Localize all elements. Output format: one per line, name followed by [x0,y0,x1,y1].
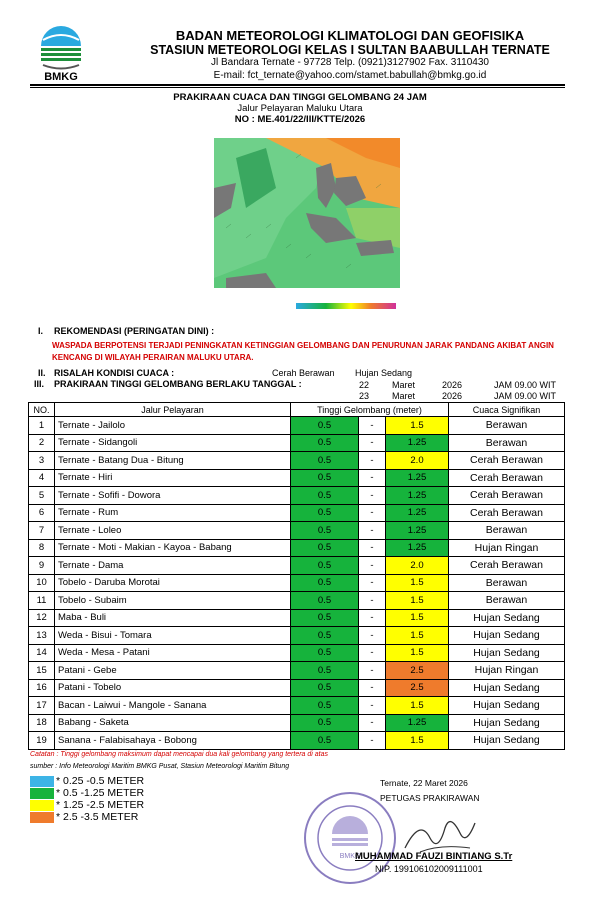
header-route: Jalur Pelayaran [55,403,291,417]
row-number: 18 [29,714,55,732]
wave-separator: - [359,574,386,592]
route-name: Ternate - Batang Dua - Bitung [55,452,291,470]
wave-min: 0.5 [291,417,359,435]
wave-max: 1.5 [386,732,449,750]
row-number: 17 [29,697,55,715]
date1-month: Maret [392,380,416,390]
bmkg-logo [33,22,89,82]
station-name: STASIUN METEOROLOGI KELAS I SULTAN BAABULLAH TERNATE [150,43,550,57]
source-note: sumber : Info Meteorologi Maritim BMKG Pusat, Stasiun Meteorologi Maritim Bitung [30,763,290,770]
weather-condition: Hujan Ringan [449,539,565,557]
row-number: 19 [29,732,55,750]
row-number: 1 [29,417,55,435]
address-line: Jl Bandara Ternate - 97728 Telp. (0921)3127902 Fax. 3110430 [211,57,489,68]
header-weather: Cuaca Signifikan [449,403,565,417]
wave-min: 0.5 [291,714,359,732]
wave-min: 0.5 [291,522,359,540]
row-number: 12 [29,609,55,627]
row-number: 6 [29,504,55,522]
row-number: 8 [29,539,55,557]
wave-max: 1.5 [386,417,449,435]
wave-min: 0.5 [291,679,359,697]
table-row [29,732,565,750]
wave-max: 2.0 [386,452,449,470]
route-name: Patani - Tobelo [55,679,291,697]
wave-separator: - [359,487,386,505]
wave-min: 0.5 [291,697,359,715]
table-row [29,627,565,645]
route-name: Ternate - Moti - Makian - Kayoa - Babang [55,539,291,557]
row-number: 9 [29,557,55,575]
weather-summary-1: Cerah Berawan [272,368,335,378]
wave-separator: - [359,417,386,435]
weather-condition: Hujan Sedang [449,627,565,645]
weather-condition: Hujan Sedang [449,644,565,662]
wave-min: 0.5 [291,662,359,680]
wave-max: 2.5 [386,679,449,697]
weather-condition: Hujan Ringan [449,662,565,680]
wave-max: 1.25 [386,522,449,540]
svg-text:BMKG: BMKG [339,853,361,860]
weather-condition: Cerah Berawan [449,469,565,487]
wave-separator: - [359,627,386,645]
header-divider-thin [30,87,565,88]
row-number: 3 [29,452,55,470]
table-row [29,609,565,627]
weather-summary-2: Hujan Sedang [355,368,413,378]
wave-separator: - [359,557,386,575]
table-row [29,644,565,662]
signer-name: MUHAMMAD FAUZI BINTIANG S.Tr [355,851,513,862]
table-row [29,434,565,452]
route-name: Ternate - Dama [55,557,291,575]
legend-item [30,775,144,787]
route-name: Bacan - Laiwui - Mangole - Sanana [55,697,291,715]
wave-max: 1.5 [386,609,449,627]
weather-condition: Berawan [449,592,565,610]
weather-condition: Berawan [449,574,565,592]
wave-max: 1.25 [386,504,449,522]
route-name: Ternate - Jailolo [55,417,291,435]
wave-separator: - [359,592,386,610]
wave-max: 1.25 [386,469,449,487]
date2-year: 2026 [442,391,463,401]
document-subtitle: Jalur Pelayaran Maluku Utara [237,103,363,114]
wave-separator: - [359,539,386,557]
note-text: Tinggi gelombang maksimum dapat mencapai dua kali gelombang yang tertera di atas [60,751,329,758]
wave-min: 0.5 [291,557,359,575]
legend-label: * 1.25 -2.5 METER [56,799,145,811]
wave-min: 0.5 [291,469,359,487]
legend-label: * 0.25 -0.5 METER [56,775,145,787]
weather-condition: Hujan Sedang [449,697,565,715]
forecast-validity-heading: PRAKIRAAN TINGGI GELOMBANG BERLAKU TANGGAL : [54,379,302,389]
wave-separator: - [359,452,386,470]
wave-separator: - [359,697,386,715]
wave-max: 2.0 [386,557,449,575]
table-row [29,714,565,732]
table-row [29,522,565,540]
section-number: III. [34,379,45,389]
wave-separator: - [359,522,386,540]
wave-max: 1.25 [386,434,449,452]
route-name: Sanana - Falabisahaya - Bobong [55,732,291,750]
wave-max: 1.25 [386,714,449,732]
row-number: 13 [29,627,55,645]
table-header-row [29,403,565,417]
row-number: 2 [29,434,55,452]
section-number: II. [38,368,46,378]
wave-min: 0.5 [291,609,359,627]
document-number: NO : ME.401/22/III/KTTE/2026 [234,114,366,125]
recommendation-heading: REKOMENDASI (PERINGATAN DINI) : [54,326,215,336]
wave-separator: - [359,609,386,627]
wave-height-map [206,128,406,318]
email-line: E-mail: fct_ternate@yahoo.com/stamet.babullah@bmkg.go.id [213,70,487,81]
route-name: Ternate - Loleo [55,522,291,540]
route-name: Tobelo - Subaim [55,592,291,610]
wave-min: 0.5 [291,487,359,505]
header-divider [30,84,565,86]
weather-condition: Berawan [449,417,565,435]
wave-min: 0.5 [291,732,359,750]
place-date: Ternate, 22 Maret 2026 [380,778,468,788]
wave-forecast-table [28,402,565,750]
route-name: Tobelo - Daruba Morotai [55,574,291,592]
wave-max: 1.5 [386,574,449,592]
date2-day: 23 [359,391,370,401]
legend-item [30,799,144,811]
org-name: BADAN METEOROLOGI KLIMATOLOGI DAN GEOFISIKA [175,28,525,43]
table-row [29,469,565,487]
wave-separator: - [359,469,386,487]
weather-condition: Berawan [449,522,565,540]
wave-max: 1.5 [386,697,449,715]
wave-separator: - [359,504,386,522]
wave-separator: - [359,644,386,662]
legend-swatch [30,788,54,799]
note [30,751,328,758]
warning-text: WASPADA BERPOTENSI TERJADI PENINGKATAN KETINGGIAN GELOMBANG DAN PENURUNAN JARAK PANDANG AKIBAT ANGIN KENCANG DI WILAYAH PERAIRAN MALUKU UTARA. [52,341,554,362]
table-row [29,679,565,697]
legend-swatch [30,776,54,787]
logo-text: BMKG [44,71,78,82]
weather-condition: Hujan Sedang [449,732,565,750]
table-row [29,504,565,522]
row-number: 4 [29,469,55,487]
route-name: Ternate - Sofifi - Dowora [55,487,291,505]
legend-label: * 2.5 -3.5 METER [56,811,139,823]
row-number: 5 [29,487,55,505]
row-number: 14 [29,644,55,662]
table-row [29,574,565,592]
wave-min: 0.5 [291,592,359,610]
wave-min: 0.5 [291,434,359,452]
document-title: PRAKIRAAN CUACA DAN TINGGI GELOMBANG 24 JAM [173,92,427,103]
wave-max: 2.5 [386,662,449,680]
legend-swatch [30,812,54,823]
route-name: Maba - Buli [55,609,291,627]
weather-condition: Hujan Sedang [449,679,565,697]
date1-year: 2026 [442,380,463,390]
legend-label: * 0.5 -1.25 METER [56,787,145,799]
signer-role: PETUGAS PRAKIRAWAN [380,793,480,803]
table-row [29,697,565,715]
date2-month: Maret [392,391,416,401]
wave-max: 1.5 [386,592,449,610]
route-name: Patani - Gebe [55,662,291,680]
wave-max: 1.25 [386,487,449,505]
header-wave-height: Tinggi Gelombang (meter) [291,403,449,417]
wave-min: 0.5 [291,644,359,662]
row-number: 15 [29,662,55,680]
legend-swatch [30,800,54,811]
weather-summary-heading: RISALAH KONDISI CUACA : [54,368,175,378]
legend-item [30,787,144,799]
table-row [29,452,565,470]
wave-min: 0.5 [291,452,359,470]
weather-condition: Cerah Berawan [449,504,565,522]
weather-condition: Berawan [449,434,565,452]
wave-separator: - [359,714,386,732]
wave-max: 1.5 [386,627,449,645]
note-label: Catatan : [30,751,59,758]
date2-time: JAM 09.00 WIT [494,391,557,401]
route-name: Ternate - Rum [55,504,291,522]
wave-max: 1.25 [386,539,449,557]
table-row [29,539,565,557]
wave-min: 0.5 [291,627,359,645]
wave-min: 0.5 [291,574,359,592]
row-number: 10 [29,574,55,592]
date1-day: 22 [359,380,370,390]
weather-condition: Cerah Berawan [449,557,565,575]
table-row [29,662,565,680]
weather-condition: Cerah Berawan [449,452,565,470]
wave-min: 0.5 [291,504,359,522]
row-number: 11 [29,592,55,610]
route-name: Babang - Saketa [55,714,291,732]
wave-separator: - [359,662,386,680]
signer-nip: NIP. 199106102009111001 [375,864,483,874]
weather-condition: Hujan Sedang [449,714,565,732]
weather-condition: Cerah Berawan [449,487,565,505]
table-row [29,417,565,435]
weather-condition: Hujan Sedang [449,609,565,627]
legend-item [30,811,138,823]
wave-min: 0.5 [291,539,359,557]
table-row [29,592,565,610]
wave-separator: - [359,732,386,750]
table-row [29,557,565,575]
section-number: I. [38,326,44,336]
route-name: Weda - Mesa - Patani [55,644,291,662]
route-name: Ternate - Sidangoli [55,434,291,452]
header-no: NO. [29,403,55,417]
row-number: 16 [29,679,55,697]
row-number: 7 [29,522,55,540]
route-name: Ternate - Hiri [55,469,291,487]
wave-max: 1.5 [386,644,449,662]
date1-time: JAM 09.00 WIT [494,380,557,390]
wave-separator: - [359,679,386,697]
wave-separator: - [359,434,386,452]
table-row [29,487,565,505]
route-name: Weda - Bisui - Tomara [55,627,291,645]
